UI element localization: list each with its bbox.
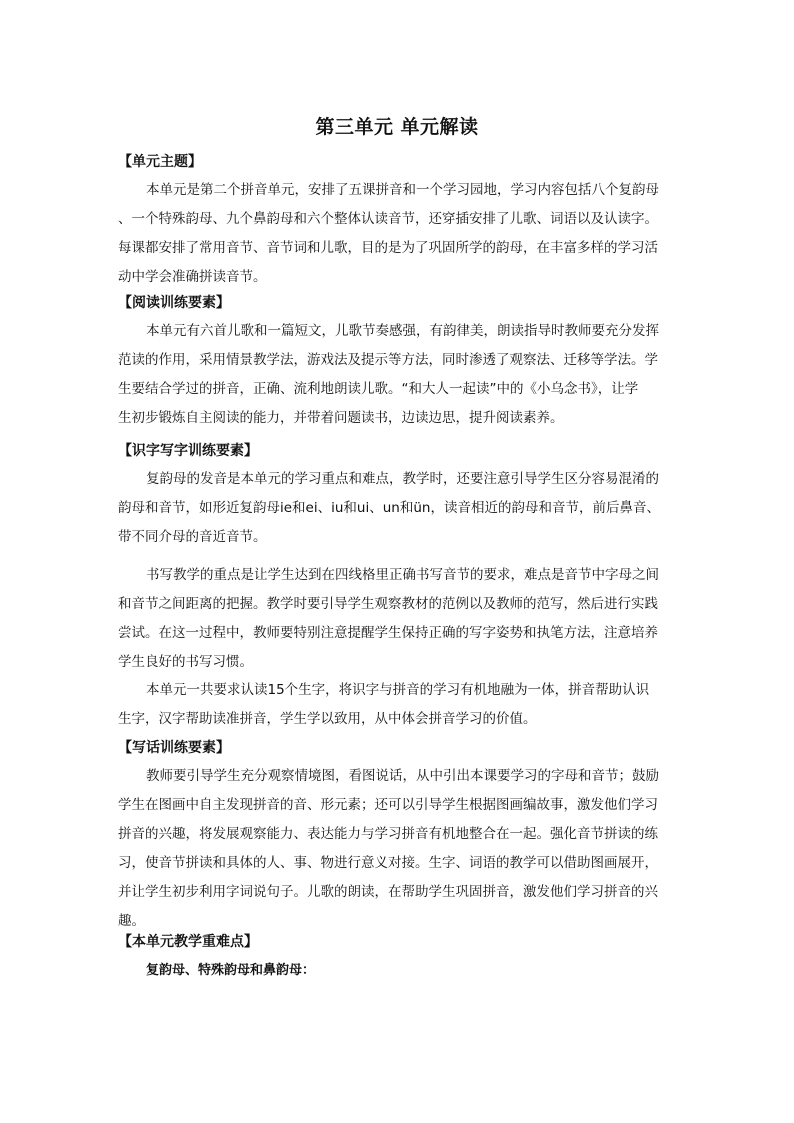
text-line: 动中学会准确拼读音节。 [118,269,267,285]
section-heading-writing: 【写话训练要素】 [118,740,230,756]
text-line: 生要结合学过的拼音，正确、流利地朗读儿歌。“和大人一起读”中的《小乌念书》，让学 [118,381,639,397]
section-heading-reading: 【阅读训练要素】 [118,295,230,311]
text-line: 韵母和音节，如形近复韵母ie和ei、iu和ui、un和ün，读音相近的韵母和音节，前后鼻音、 [118,500,660,516]
text-line: 、一个特殊韵母、九个鼻韵母和六个整体认读音节，还穿插安排了儿歌、词语以及认读字。 [118,211,658,227]
section-heading-unit-theme: 【单元主题】 [118,154,202,170]
text-line: 范读的作用，采用情景教学法，游戏法及提示等方法，同时渗透了观察法、迁移等学法。学 [118,352,658,368]
text-line: 趣。 [118,913,145,929]
section-heading-key-points: 【本单元教学重难点】 [118,934,258,950]
text-line: 生字，汉字帮助读准拼音，学生学以致用，从中体会拼音学习的价值。 [118,711,537,727]
text-line: 习，使音节拼读和具体的人、事、物进行意义对接。生字、词语的教学可以借助图画展开， [118,855,658,871]
text-line: 本单元有六首儿歌和一篇短文，儿歌节奏感强，有韵律美，朗读指导时教师要充分发挥 [146,323,659,339]
text-line: 学生在图画中自主发现拼音的音、形元素；还可以引导学生根据图画编故事，激发他们学习 [118,797,658,813]
text-line: 每课都安排了常用音节、音节词和儿歌，目的是为了巩固所学的韵母，在丰富多样的学习活 [118,240,658,256]
text-line: 尝试。在这一过程中，教师要特别注意提醒学生保持正确的写字姿势和执笔方法，注意培养 [118,625,658,641]
paragraph-literacy-2 [118,561,678,677]
paragraph-literacy-1 [118,465,678,552]
text-line: 本单元是第二个拼音单元，安排了五课拼音和一个学习园地，学习内容包括八个复韵母 [146,182,659,198]
paragraph-unit-theme [118,176,678,292]
text-line: 带不同介母的音近音节。 [118,529,267,545]
text-line: 复韵母的发音是本单元的学习重点和难点，教学时，还要注意引导学生区分容易混淆的 [146,471,659,487]
page-title: 第三单元 单元解读 [315,116,479,138]
text-line: 书写教学的重点是让学生达到在四线格里正确书写音节的要求，难点是音节中字母之间 [146,567,659,583]
subheading-finals: 复韵母、特殊韵母和鼻韵母： [146,963,316,978]
text-line: 教师要引导学生充分观察情境图，看图说话，从中引出本课要学习的字母和音节；鼓励 [146,768,659,784]
text-line: 和音节之间距离的把握。教学时要引导学生观察教材的范例以及教师的范写，然后进行实践 [118,596,658,612]
text-line: 本单元一共要求认读15个生字，将识字与拼音的学习有机地融为一体，拼音帮助认识 [146,682,650,698]
paragraph-writing [118,762,678,936]
text-line: 拼音的兴趣，将发展观察能力、表达能力与学习拼音有机地整合在一起。强化音节拼读的练 [118,826,658,842]
text-line: 学生良好的书写习惯。 [118,654,253,670]
paragraph-reading [118,317,678,433]
text-line: 生初步锻炼自主阅读的能力，并带着问题读书，边读边思，提升阅读素养。 [118,410,564,426]
paragraph-literacy-3 [118,676,678,734]
section-heading-literacy: 【识字写字训练要素】 [118,443,258,459]
text-line: 并让学生初步利用字词说句子。儿歌的朗读，在帮助学生巩固拼音，激发他们学习拼音的兴 [118,884,658,900]
